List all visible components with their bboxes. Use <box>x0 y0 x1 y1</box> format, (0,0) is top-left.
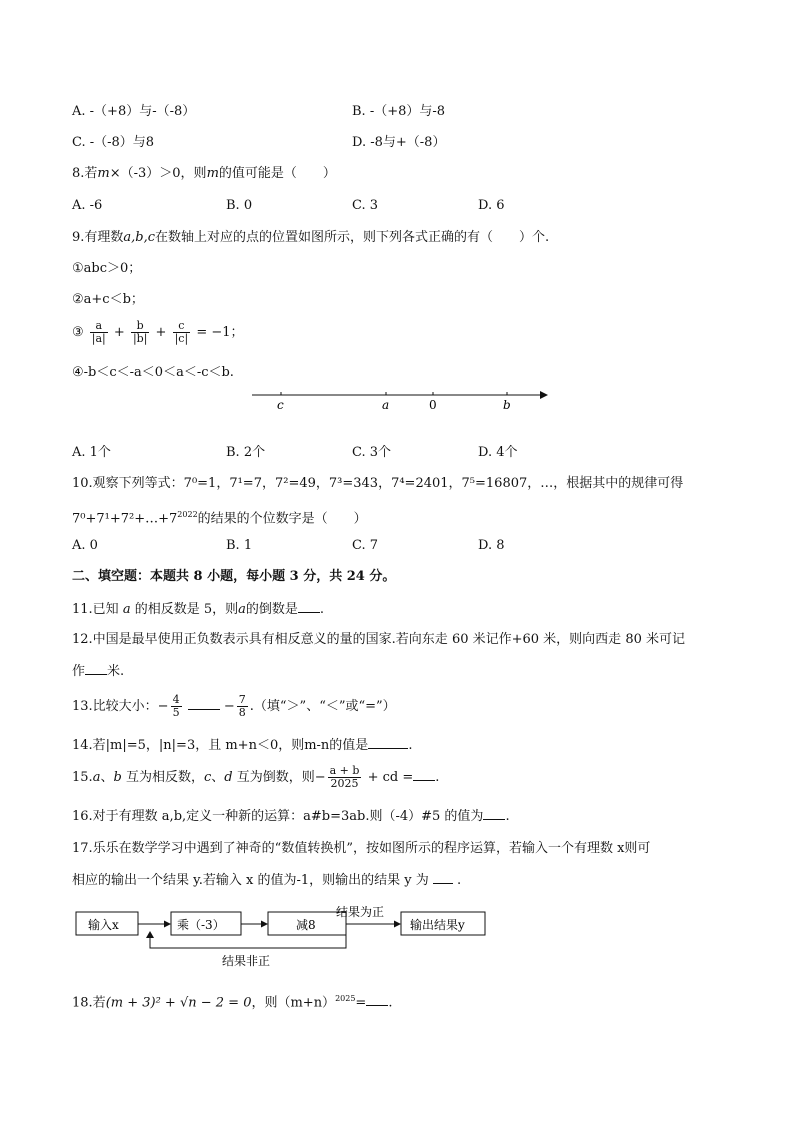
box-output-y-text: 输出结果y <box>410 918 465 932</box>
q10-option-d: D. 8 <box>478 538 505 553</box>
conversion-flowchart <box>74 904 494 970</box>
q9-option-b: B. 2个 <box>226 445 266 460</box>
q9-statement-4: ④-b＜c＜-a＜0＜a＜-c＜b. <box>72 365 234 380</box>
q13-answer-blank <box>188 697 220 710</box>
label-result-nonpositive: 结果非正 <box>222 954 271 968</box>
q12-line2: 作 米. <box>72 664 125 679</box>
q11-answer-blank <box>298 600 320 613</box>
q7-option-c: C. -（-8）与8 <box>72 135 155 150</box>
q10-stem-line2: $7^0+7^1+7^2+\dots+7^{2022}$的结果的个位数字是（ ） <box>72 510 367 527</box>
q11: 11.已知 a 的相反数是 5，则a的倒数是 . <box>72 602 325 617</box>
q8-option-d: D. 6 <box>478 198 505 213</box>
q8-option-c: C. 3 <box>352 198 379 213</box>
box-multiply-text: 乘（-3） <box>177 918 225 932</box>
label-a: a <box>382 398 390 412</box>
q7-option-a: A. -（+8）与-（-8） <box>72 104 196 119</box>
q9-statement-1: ①abc＞0； <box>72 261 142 276</box>
q15-answer-blank <box>413 768 435 781</box>
q9-option-a: A. 1个 <box>72 445 111 460</box>
q9-stem: 9.有理数a,b,c在数轴上对应的点的位置如图所示，则下列各式正确的有（ ）个. <box>72 230 550 245</box>
q15: 15.a、b 互为相反数，c、d 互为倒数，则− $\frac{a + b}{2025}$ + cd = . <box>72 764 440 790</box>
feedback-loop-arrow <box>146 931 154 938</box>
number-line <box>250 384 550 414</box>
label-0: 0 <box>429 398 437 412</box>
q8-option-b: B. 0 <box>226 198 253 213</box>
q7-option-d: D. -8与+（-8） <box>352 135 446 150</box>
q9-statement-2: ②a+c＜b； <box>72 292 144 307</box>
q17-line1: 17.乐乐在数学学习中遇到了神奇的“数值转换机”，按如图所示的程序运算，若输入一个有理数 x则可 <box>72 841 651 856</box>
q16-answer-blank <box>483 807 505 820</box>
q9-statement-3: ③ $\frac{a}{|a|}$ + $\frac{b}{|b|}$ + $\frac{c}{|c|}$ = −1； <box>72 319 244 345</box>
q18: 18.若(m + 3)² + √n − 2 = 0，则$(m+n)^{2025}=$ . <box>72 994 393 1011</box>
box-subtract-text: 减8 <box>296 918 316 932</box>
q17-line2: 相应的输出一个结果 y.若输入 x 的值为-1，则输出的结果 y 为 . <box>72 873 462 888</box>
q9-option-c: C. 3个 <box>352 445 392 460</box>
q10-option-a: A. 0 <box>72 538 98 553</box>
q10-option-b: B. 1 <box>226 538 253 553</box>
q10-option-c: C. 7 <box>352 538 379 553</box>
q13: 13.比较大小：− $\frac{4}{5}$ − $\frac{7}{8}$ .（填“＞”、“＜”或“=”） <box>72 693 396 719</box>
box-input-x-text: 输入x <box>88 918 119 932</box>
q14: 14.若|m|=5，|n|=3，且 m+n＜0，则m-n的值是 . <box>72 738 413 753</box>
q8-stem: 8.若m×（-3）＞0，则m的值可能是（ ） <box>72 166 336 181</box>
q18-answer-blank <box>366 993 388 1006</box>
label-c: c <box>277 398 284 412</box>
q10-stem-line1: 10.观察下列等式：7⁰=1，7¹=7，7²=49，7³=343，7⁴=2401，7⁵=16807，…，根据其中的规律可得 <box>72 476 684 491</box>
q12-answer-blank <box>85 662 107 675</box>
q17-answer-blank <box>433 871 453 884</box>
q7-option-b: B. -（+8）与-8 <box>352 104 446 119</box>
section-2-heading: 二、填空题：本题共 8 小题，每小题 3 分，共 24 分。 <box>72 569 396 584</box>
q14-answer-blank <box>368 736 408 749</box>
q16: 16.对于有理数 a,b,定义一种新的运算：a#b=3ab.则（-4）#5 的值为 . <box>72 809 510 824</box>
q12-line1: 12.中国是最早使用正负数表示具有相反意义的量的国家.若向东走 60 米记作+60 米，则向西走 80 米可记 <box>72 632 685 647</box>
q8-option-a: A. -6 <box>72 198 103 213</box>
label-b: b <box>503 398 511 412</box>
number-line-arrow <box>540 391 548 399</box>
label-result-positive: 结果为正 <box>336 905 385 919</box>
q9-option-d: D. 4个 <box>478 445 518 460</box>
